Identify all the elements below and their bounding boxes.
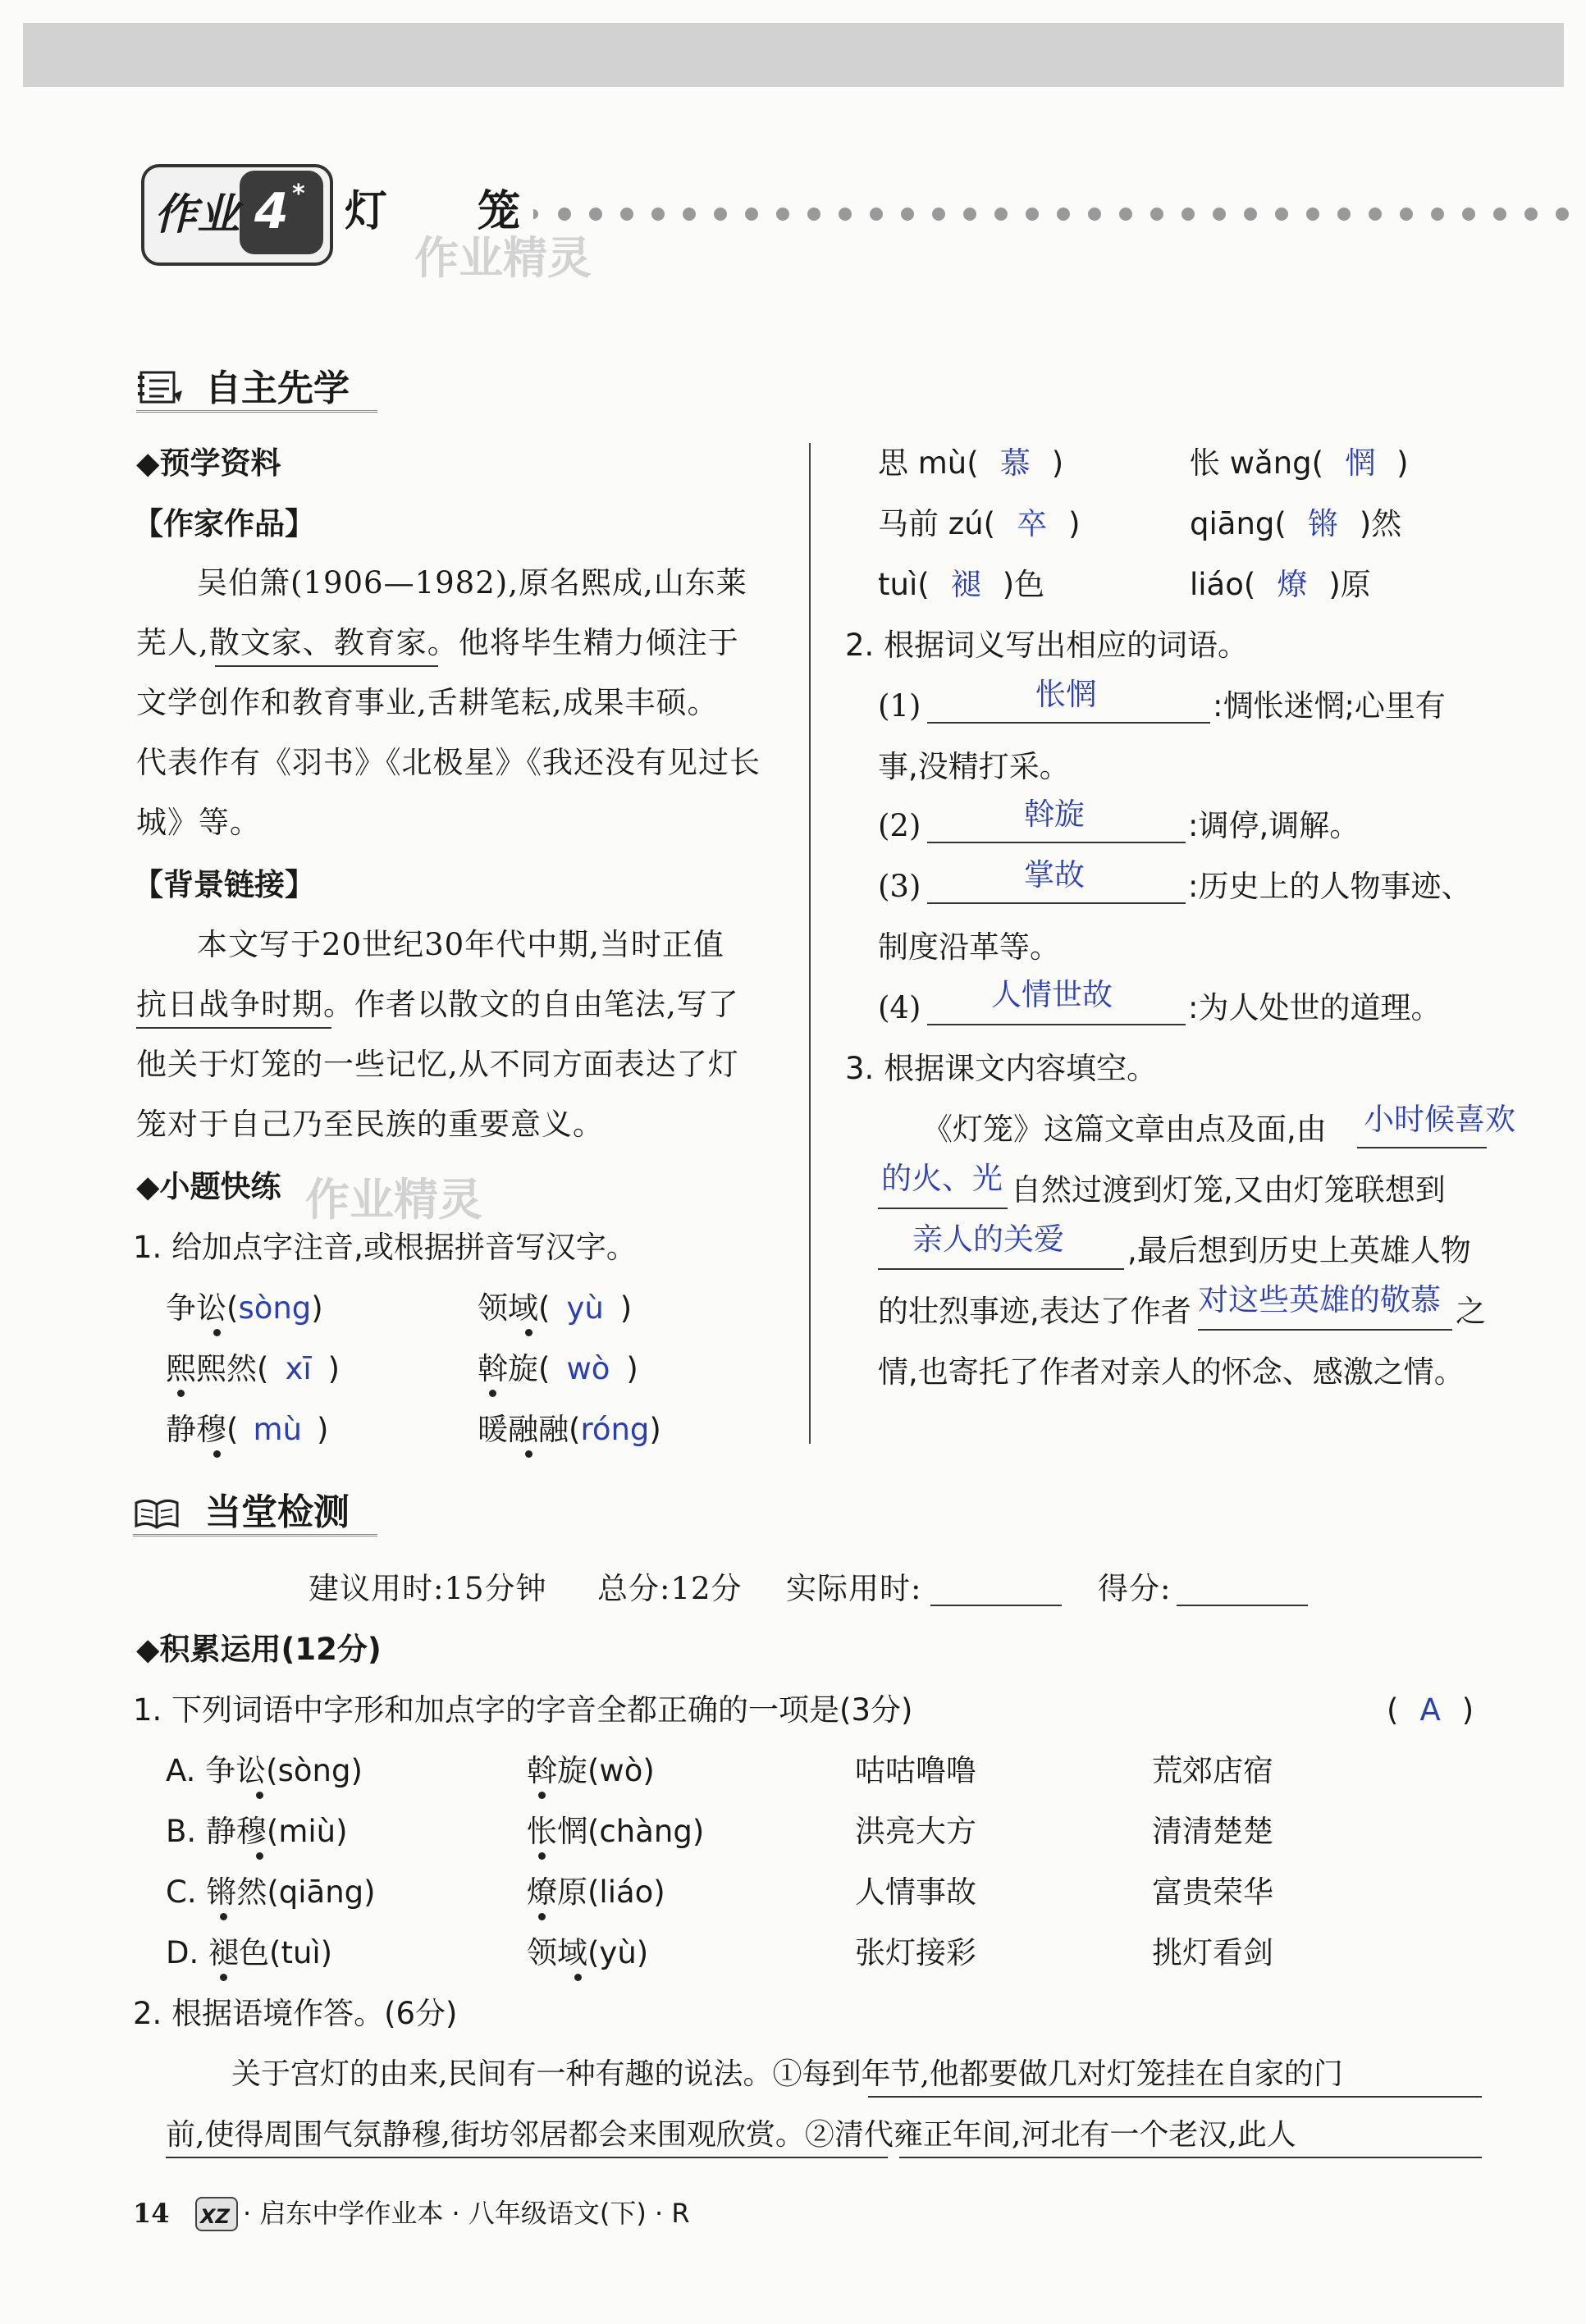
write-char-item-5: tuì( 褪 )色 (878, 567, 1045, 602)
q2-answer-4: 人情世故 (991, 977, 1113, 1012)
author-line-4: 代表作有《羽书》《北极星》《我还没有见过长 (136, 745, 761, 780)
write-char-item-4: qiāng( 锵 )然 (1190, 506, 1402, 541)
test-q1-prompt: 1. 下列词语中字形和加点字的字音全都正确的一项是(3分) (133, 1692, 913, 1728)
section-title-prestudy: 自主先学 (205, 368, 350, 409)
prestudy-label: ◆预学资料 (136, 445, 281, 481)
q3-answer-3: 对这些英雄的敬慕 (1198, 1282, 1441, 1317)
q2-desc-3: :历史上的人物事迹、 (1188, 869, 1472, 904)
q2-prompt: 2. 根据词义写出相应的词语。 (845, 628, 1249, 663)
option-d-4: 挑灯看剑 (1152, 1935, 1273, 1970)
q2-blank-3 (927, 902, 1186, 904)
answer-rong: róng (580, 1412, 650, 1447)
answer-mu-char: 慕 (999, 445, 1031, 481)
answer-wang-char: 惘 (1345, 445, 1376, 481)
q3-blank-1b (878, 1208, 1008, 1209)
passage-line-1: 关于宫灯的由来,民间有一种有趣的说法。①每到年节,他都要做几对灯笼挂在自家的门 (231, 2057, 1343, 2091)
q2-blank-2 (927, 842, 1186, 843)
page-number: 14 (133, 2198, 170, 2229)
top-scan-band (23, 23, 1564, 87)
answer-wo: wò (566, 1351, 610, 1386)
test-q1-answer: A (1419, 1692, 1441, 1728)
publisher-logo-text: XZ (200, 2205, 230, 2228)
q3-answer-2: 亲人的关爱 (912, 1221, 1064, 1257)
answer-zu-char: 卒 (1017, 506, 1048, 541)
passage-underline-2a (166, 2123, 888, 2158)
total-score: 总分:12分 (597, 1571, 743, 1606)
q2-num-1: (1) (878, 688, 921, 724)
q2-answer-3: 掌故 (1024, 857, 1085, 893)
passage-underline-2b (899, 2123, 1482, 2158)
background-line-3: 他关于灯笼的一些记忆,从不同方面表达了灯 (136, 1047, 739, 1082)
q2-num-3: (3) (878, 869, 921, 904)
answer-xi: xī (285, 1351, 312, 1386)
option-a-2: 斡旋(wò) (527, 1753, 655, 1788)
author-line-2: 芜人,散文家、教育家。他将毕生精力倾注于 (136, 625, 739, 660)
emphasis-dot (574, 1974, 582, 1981)
author-works-label: 【作家作品】 (133, 506, 315, 541)
background-line-1: 本文写于20世纪30年代中期,当时正值 (197, 927, 724, 962)
emphasis-dot (525, 1329, 532, 1336)
emphasis-dot (538, 1792, 546, 1799)
test-q1-answer-paren: ( A ) (1387, 1692, 1474, 1728)
option-b-4: 清清楚楚 (1152, 1814, 1273, 1849)
section-title-underline (133, 1534, 377, 1536)
footer-title: · 启东中学作业本 · 八年级语文(下) · R (243, 2198, 690, 2229)
option-a-1: A. 争讼(sòng) (166, 1753, 363, 1788)
option-b-1: B. 静穆(miù) (166, 1814, 348, 1849)
q3-answer-1b: 的火、光 (881, 1161, 1003, 1196)
emphasis-dot (213, 1450, 221, 1458)
underline-author-roles (215, 632, 438, 667)
q3-blank-1a (1357, 1147, 1487, 1148)
suggested-time: 建议用时:15分钟 (309, 1571, 547, 1606)
score-label: 得分: (1098, 1571, 1172, 1606)
q3-blank-3 (1198, 1329, 1452, 1331)
notebook-icon (136, 369, 184, 405)
answer-song: sòng (238, 1290, 312, 1326)
q2-desc-2: :调停,调解。 (1188, 808, 1360, 843)
actual-time-input[interactable] (930, 1605, 1062, 1606)
q3-text-e: 之 (1456, 1294, 1486, 1329)
answer-yu: yù (566, 1290, 604, 1326)
q2-num-4: (4) (878, 990, 921, 1025)
q3-text-f: 情,也寄托了作者对亲人的怀念、感激之情。 (878, 1354, 1465, 1390)
emphasis-dot (213, 1329, 221, 1336)
emphasis-dot (220, 1974, 227, 1981)
author-line-3: 文学创作和教育事业,舌耕笔耘,成果丰硕。 (136, 685, 719, 720)
option-a-4: 荒郊店宿 (1152, 1753, 1273, 1788)
practice-label: ◆小题快练 (136, 1169, 281, 1204)
author-line-1: 吴伯箫(1906—1982),原名熙成,山东莱 (197, 565, 747, 600)
section-title-underline (136, 410, 377, 413)
lesson-title-char-2: 笼 (478, 187, 521, 236)
option-c-4: 富贵荣华 (1152, 1874, 1273, 1910)
answer-liao-char: 燎 (1277, 567, 1308, 602)
q3-blank-2 (878, 1268, 1124, 1270)
q3-prompt: 3. 根据课文内容填空。 (845, 1051, 1158, 1086)
test-q2-prompt: 2. 根据语境作答。(6分) (133, 1996, 458, 2031)
emphasis-dot (256, 1792, 263, 1799)
watermark-top: 作业精灵 (414, 232, 592, 284)
header-dotted-rule (533, 205, 1575, 223)
q1-prompt: 1. 给加点字注音,或根据拼音写汉字。 (133, 1230, 637, 1265)
emphasis-dot (489, 1390, 496, 1397)
option-d-3: 张灯接彩 (855, 1935, 976, 1970)
pinyin-item-1: 争讼(sòng) (166, 1290, 323, 1326)
emphasis-dot (177, 1390, 185, 1397)
option-d-1: D. 褪色(tuì) (166, 1935, 333, 1970)
open-book-icon (133, 1495, 181, 1531)
lesson-title-char-1: 灯 (345, 187, 388, 236)
q2-desc-1: :惆怅迷惘;心里有 (1213, 688, 1446, 724)
q2-desc-4: :为人处世的道理。 (1188, 990, 1442, 1025)
pinyin-item-3: 熙熙然( xī ) (166, 1351, 341, 1386)
q3-text-a: 《灯笼》这篇文章由点及面,由 (922, 1112, 1327, 1147)
background-line-2: 抗日战争时期。作者以散文的自由笔法,写了 (136, 987, 739, 1022)
q2-blank-1 (927, 722, 1210, 724)
write-char-item-6: liáo( 燎 )原 (1190, 567, 1371, 602)
emphasis-dot (525, 1450, 532, 1458)
q3-text-d: 的壮烈事迹,表达了作者 (878, 1294, 1191, 1329)
emphasis-dot (538, 1852, 546, 1860)
pinyin-item-4: 斡旋( wò ) (478, 1351, 638, 1386)
emphasis-dot (220, 1913, 227, 1920)
pinyin-item-6: 暖融融(róng) (478, 1412, 661, 1447)
background-label: 【背景链接】 (133, 867, 315, 902)
q2-cont-3: 制度沿革等。 (878, 929, 1060, 965)
q3-text-b: 自然过渡到灯笼,又由灯笼联想到 (1011, 1172, 1446, 1208)
q2-answer-2: 斡旋 (1024, 797, 1085, 832)
emphasis-dot (538, 1913, 546, 1920)
background-line-4: 笼对于自己乃至民族的重要意义。 (136, 1107, 604, 1142)
column-divider (809, 443, 811, 1444)
section-title-test: 当堂检测 (205, 1491, 350, 1533)
option-d-2: 领域(yù) (527, 1935, 649, 1970)
emphasis-dot (256, 1852, 263, 1860)
underline-war-period (136, 993, 331, 1029)
option-c-1: C. 锵然(qiāng) (166, 1874, 376, 1910)
watermark-mid: 作业精灵 (305, 1174, 482, 1226)
passage-underline-1 (868, 2062, 1482, 2098)
q2-blank-4 (927, 1024, 1186, 1025)
option-a-3: 咕咕噜噜 (855, 1753, 976, 1788)
passage-line-2: 前,使得周围气氛静穆,街坊邻居都会来围观欣赏。②清代雍正年间,河北有一个老汉,此人 (166, 2118, 1296, 2152)
pinyin-item-5: 静穆( mù ) (166, 1412, 329, 1447)
write-char-item-3: 马前 zú( 卒 ) (878, 506, 1081, 541)
badge-star: * (292, 180, 305, 208)
q3-answer-1a: 小时候喜欢 (1364, 1102, 1515, 1137)
answer-mu: mù (253, 1412, 302, 1447)
badge-text: 作业 (154, 190, 240, 240)
q3-text-c: ,最后想到历史上英雄人物 (1127, 1233, 1471, 1268)
option-c-2: 燎原(liáo) (527, 1874, 665, 1910)
q2-cont-1: 事,没精打采。 (878, 749, 1070, 784)
author-line-5: 城》等。 (136, 805, 261, 840)
answer-tui-char: 褪 (950, 567, 981, 602)
accumulation-label: ◆积累运用(12分) (136, 1632, 382, 1667)
option-c-3: 人情事故 (855, 1874, 976, 1910)
write-char-item-1: 思 mù( 慕 ) (878, 445, 1064, 481)
badge-number: 4 (254, 183, 289, 240)
q2-answer-1: 怅惘 (1035, 677, 1096, 712)
write-char-item-2: 怅 wǎng( 惘 ) (1190, 445, 1409, 481)
score-input[interactable] (1177, 1605, 1308, 1606)
pinyin-item-2: 领域( yù ) (478, 1290, 633, 1326)
answer-qiang-char: 锵 (1307, 506, 1338, 541)
q2-num-2: (2) (878, 808, 921, 843)
option-b-3: 洪亮大方 (855, 1814, 976, 1849)
option-b-2: 怅惘(chàng) (527, 1814, 705, 1849)
actual-time-label: 实际用时: (786, 1571, 922, 1606)
